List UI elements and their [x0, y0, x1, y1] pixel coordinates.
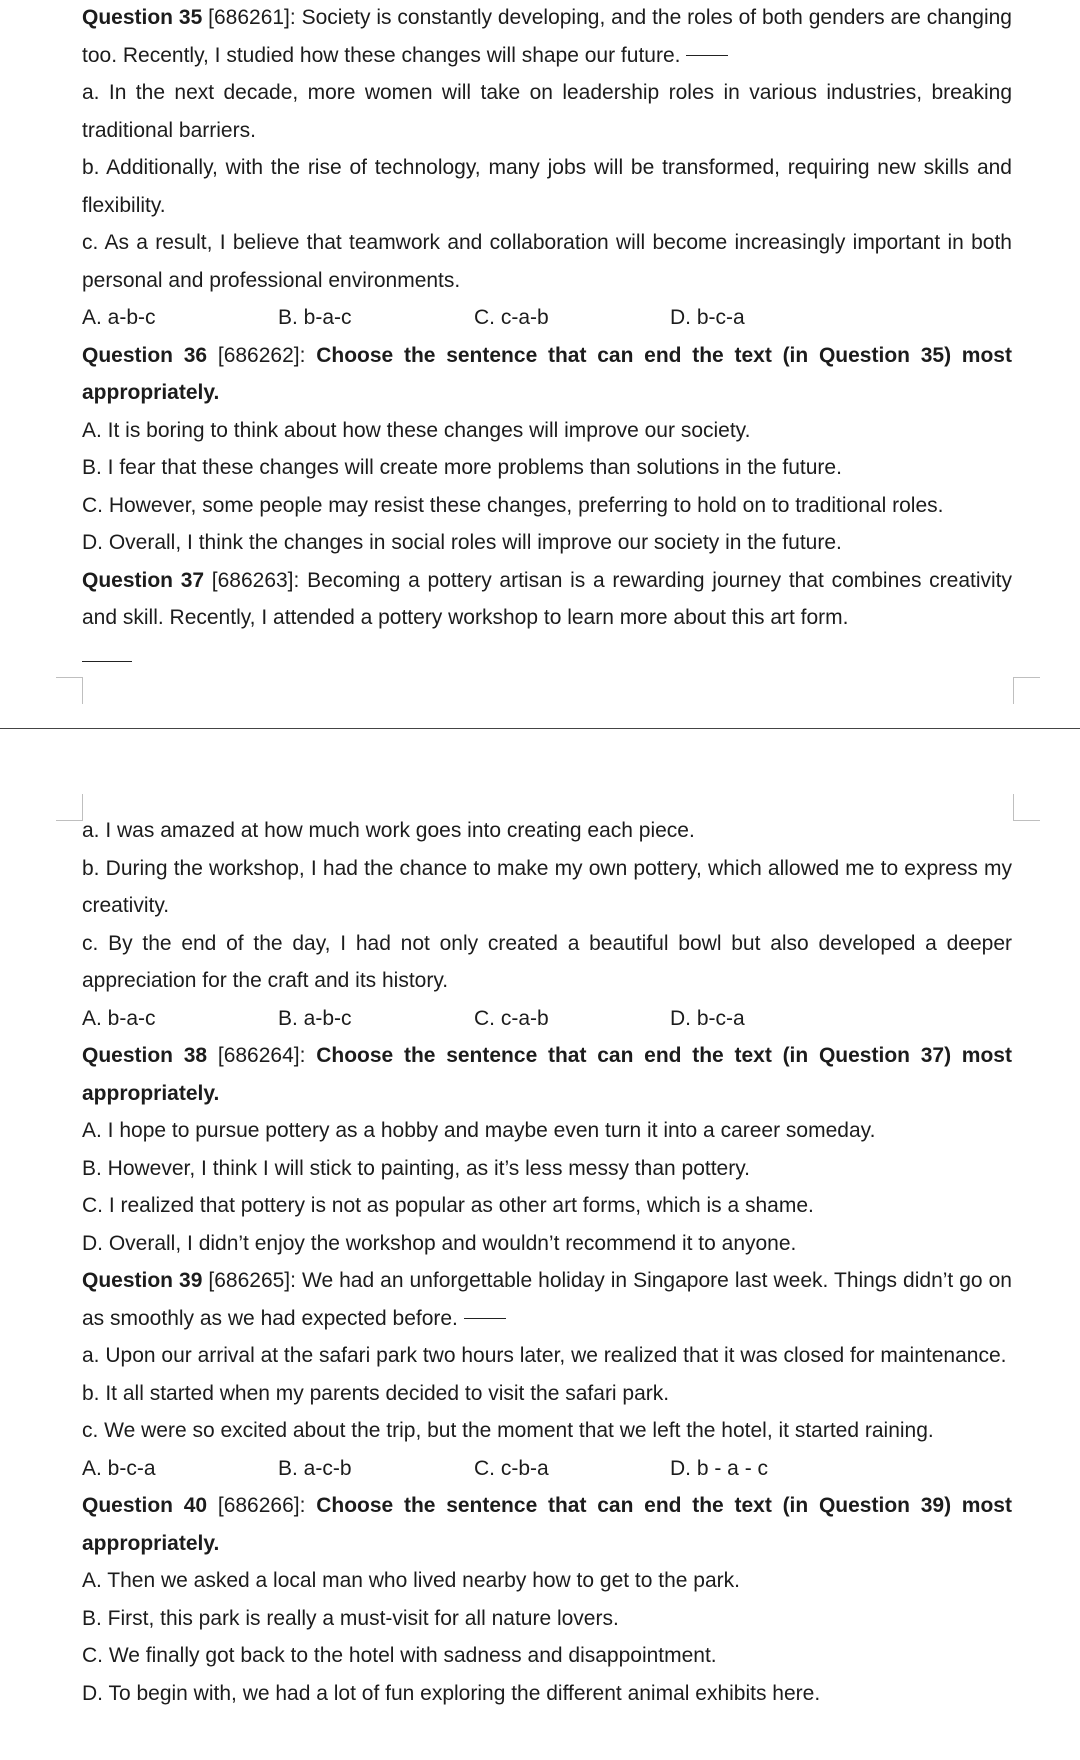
sentence-a: a. Upon our arrival at the safari park two hours later, we realized that it was closed for maintenance. — [82, 1344, 1007, 1367]
answer-options — [82, 299, 1012, 337]
option-a[interactable]: A. I hope to pursue pottery as a hobby and maybe even turn it into a career someday. — [82, 1119, 876, 1142]
question-id: [686263]: — [211, 568, 300, 592]
answer-blank — [464, 1318, 506, 1319]
sentence-c: c. As a result, I believe that teamwork and collaboration will become increasingly important in both personal and professional environments. — [82, 231, 1012, 292]
page-corner-mark — [1013, 794, 1040, 821]
option-c[interactable]: C. c-b-a — [474, 1456, 549, 1480]
option-b[interactable]: B. However, I think I will stick to painting, as it’s less messy than pottery. — [82, 1156, 750, 1180]
answer-options — [82, 1450, 1012, 1488]
question-label: Question 37 — [82, 568, 205, 592]
sentence-c: c. By the end of the day, I had not only created a beautiful bowl but also developed a deeper appreciation for the craft and its history. — [82, 931, 1012, 992]
option-b[interactable]: B. b-a-c — [278, 306, 352, 329]
option-a[interactable]: A. b-a-c — [82, 1006, 156, 1030]
question-label: Question 35 — [82, 6, 203, 29]
question-id: [686265]: — [208, 1269, 296, 1292]
question-label: Question 38 — [82, 1044, 208, 1067]
question-37 — [82, 562, 1012, 637]
question-id: [686266]: — [217, 1494, 306, 1517]
sentence-a: a. I was amazed at how much work goes into creating each piece. — [82, 819, 695, 842]
page-bottom-section — [82, 812, 1012, 1712]
option-d[interactable]: D. b-c-a — [670, 306, 745, 329]
option-b[interactable]: B. First, this park is really a must-visit for all nature lovers. — [82, 1606, 619, 1630]
question-stem: We had an unforgettable holiday in Singapore last week. Things didn’t go on as smoothly as we had expected before. — [82, 1269, 1012, 1330]
question-stem: Choose the sentence that can end the text (in Question 39) most appropriately. — [82, 1494, 1012, 1555]
question-35 — [82, 0, 1012, 74]
option-a[interactable]: A. a-b-c — [82, 306, 156, 329]
sentence-c: c. We were so excited about the trip, but the moment that we left the hotel, it started raining. — [82, 1419, 934, 1442]
page-corner-mark — [56, 677, 83, 704]
option-d[interactable]: D. Overall, I didn’t enjoy the workshop and wouldn’t recommend it to anyone. — [82, 1231, 797, 1255]
page-top-section — [82, 0, 1012, 674]
option-d[interactable]: D. To begin with, we had a lot of fun exploring the different animal exhibits here. — [82, 1681, 821, 1705]
question-40 — [82, 1487, 1012, 1562]
sentence-a: a. In the next decade, more women will take on leadership roles in various industries, breaking traditional barriers. — [82, 81, 1012, 142]
question-id: [686262]: — [217, 343, 306, 367]
question-36 — [82, 337, 1012, 412]
question-label: Question 40 — [82, 1494, 208, 1517]
option-c[interactable]: C. c-a-b — [474, 306, 549, 329]
option-a[interactable]: A. It is boring to think about how these changes will improve our society. — [82, 418, 751, 442]
sentence-b: b. Additionally, with the rise of technology, many jobs will be transformed, requiring new skills and flexibility. — [82, 156, 1012, 217]
option-d[interactable]: D. b-c-a — [670, 1006, 745, 1030]
answer-blank-line — [82, 637, 1012, 675]
question-label: Question 39 — [82, 1269, 203, 1292]
option-a[interactable]: A. Then we asked a local man who lived nearby how to get to the park. — [82, 1569, 740, 1592]
option-d[interactable]: D. b - a - c — [670, 1456, 769, 1480]
question-stem: Choose the sentence that can end the text (in Question 35) most appropriately. — [82, 343, 1012, 404]
option-c[interactable]: C. However, some people may resist these changes, preferring to hold on to traditional roles. — [82, 493, 944, 517]
question-id: [686261]: — [208, 6, 296, 29]
option-b[interactable]: B. a-b-c — [278, 1006, 352, 1030]
question-stem: Society is constantly developing, and the roles of both genders are changing too. Recently, I studied how these changes will shape our future. — [82, 6, 1012, 67]
page-corner-mark — [1013, 677, 1040, 704]
question-label: Question 36 — [82, 343, 208, 367]
option-c[interactable]: C. c-a-b — [474, 1006, 549, 1030]
sentence-b: b. It all started when my parents decided to visit the safari park. — [82, 1381, 670, 1405]
option-b[interactable]: B. a-c-b — [278, 1456, 352, 1480]
question-id: [686264]: — [217, 1044, 306, 1067]
question-stem: Becoming a pottery artisan is a rewarding journey that combines creativity and skill. Recently, I attended a pottery workshop to learn more about this art form. — [82, 568, 1012, 629]
answer-options — [82, 1000, 1012, 1038]
option-d[interactable]: D. Overall, I think the changes in social roles will improve our society in the future. — [82, 531, 842, 554]
sentence-b: b. During the workshop, I had the chance to make my own pottery, which allowed me to express my creativity. — [82, 856, 1012, 917]
option-a[interactable]: A. b-c-a — [82, 1456, 156, 1480]
question-39 — [82, 1262, 1012, 1337]
page-break-divider — [0, 728, 1080, 729]
page-corner-mark — [56, 794, 83, 821]
option-b[interactable]: B. I fear that these changes will create more problems than solutions in the future. — [82, 456, 842, 479]
question-38 — [82, 1037, 1012, 1112]
question-stem: Choose the sentence that can end the text (in Question 37) most appropriately. — [82, 1044, 1012, 1105]
option-c[interactable]: C. We finally got back to the hotel with sadness and disappointment. — [82, 1644, 717, 1667]
option-c[interactable]: C. I realized that pottery is not as popular as other art forms, which is a shame. — [82, 1194, 814, 1217]
answer-blank — [686, 55, 728, 56]
